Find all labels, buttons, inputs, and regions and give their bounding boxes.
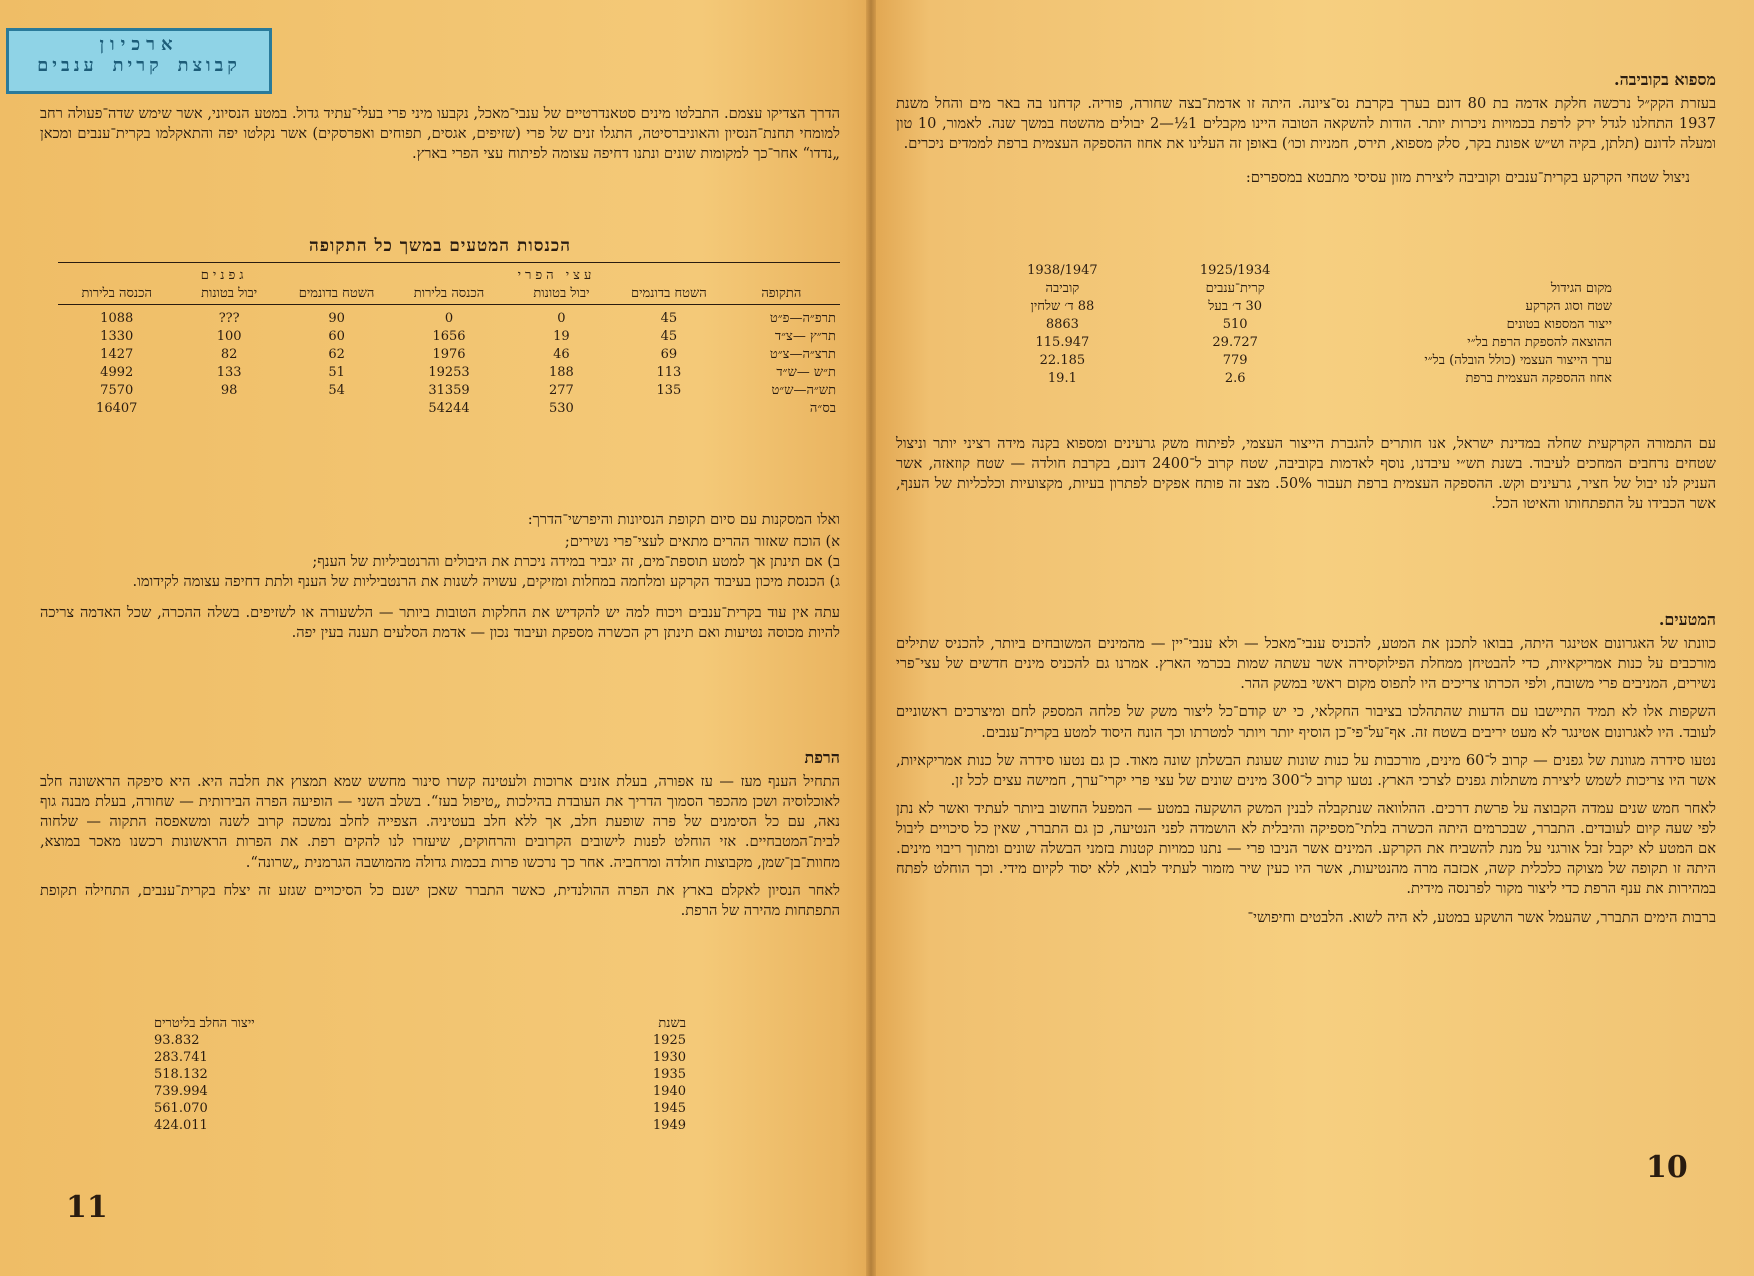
income-table [58, 266, 840, 417]
income-table-row-cell: 82 [220, 346, 238, 362]
milk-col-year: בשנת [658, 1016, 686, 1031]
income-table-row-cell: 7570 [100, 382, 134, 398]
col-period: התקופה [761, 286, 802, 301]
land-col-b-years: 1938/1947 [1027, 263, 1098, 278]
milk-table-row-cell: 739.994 [154, 1084, 208, 1099]
land-table-row [976, 333, 1616, 351]
income-table-row-cell: 60 [328, 328, 345, 344]
land-table-row-cell: שטח וסוג הקרקע [1525, 299, 1612, 314]
milk-table-row [150, 1117, 690, 1134]
milk-table-row-cell: 424.011 [154, 1118, 208, 1133]
income-table-row-cell: 0 [444, 310, 454, 326]
land-table-row-cell: ערך הייצור העצמי (כולל הובלה) בל״י [1424, 353, 1612, 368]
conclusions-intro: ואלו המסקנות עם סיום תקופת הנסיונות והיפרשי־הדרך: [527, 511, 840, 528]
milk-table-row-cell: 283.741 [154, 1050, 208, 1065]
land-table-row-cell: אחוז ההספקה העצמית ברפת [1465, 371, 1612, 386]
income-table-row-cell: 54 [328, 382, 345, 398]
income-table-row-cell: 54244 [428, 400, 470, 416]
land-table-row [976, 369, 1616, 387]
income-table-row-cell: בס״ה [809, 401, 836, 416]
land-table-row-cell: 510 [1222, 316, 1248, 332]
land-table-row-cell: 22.185 [1039, 352, 1086, 368]
milk-table-row [150, 1083, 690, 1100]
left-intro-paragraph: הדרך הצדיקו עצמם. התבלטו מינים סטאנדרטיים של ענבי־מאכל, נקבעו מיני פרי בעלי־עתיד גדול. במטע הנסיוני, אשר שימש שדה־פעולה רחב למומחי תחנת־הנסיון והאוניברסיטה, התגלו זנים של פרי (שזיפים, אגסים, תפוחים ואפרסקים) אשר נקלטו יפה והתאקלמו בקרית־ענבים ומכאן „נדדו“ אחר־כך למקומות שונים ונתנו דחיפה עצומה לפיתוח עצי הפרי בארץ. [40, 105, 840, 163]
income-table-row-cell: 1976 [432, 346, 466, 362]
land-table-row-cell: ייצור המספוא בטונים [1506, 317, 1612, 332]
income-table-row-cell: 69 [660, 346, 678, 362]
book-gutter [866, 0, 876, 1276]
milk-table-row-cell: 1925 [652, 1033, 686, 1048]
income-table-row-cell: 1088 [100, 310, 134, 326]
income-table-row-cell: 31359 [428, 382, 470, 398]
income-table-row-cell: 135 [656, 382, 682, 398]
land-table-row-cell: 88 ד׳ שלחין [1030, 299, 1095, 314]
income-table-row-cell: 100 [216, 328, 242, 344]
income-table-row-cell: ??? [218, 310, 240, 326]
land-table-row [976, 315, 1616, 333]
income-table-row-cell: 46 [553, 346, 570, 362]
income-table-row-cell: 1330 [100, 328, 134, 344]
income-table-row-cell: 1427 [100, 346, 134, 362]
income-table-row-cell: 188 [549, 364, 574, 380]
land-table-row-cell: 30 ד׳ בעל [1208, 299, 1263, 314]
page-number-right: 10 [1646, 1150, 1688, 1185]
page-number-left: 11 [66, 1190, 108, 1225]
col-vine-area: השטח בדונמים [298, 286, 375, 301]
milk-table-row-cell: 561.070 [154, 1101, 208, 1116]
milk-table-row-cell: 518.132 [154, 1067, 208, 1082]
para-now: עתה אין עוד בקרית־ענבים ויכוח למה יש להקדיש את החלקות הטובות ביותר — הלשעורה או לשזיפים. בשלה ההכרה, שכל האדמה צריכה להיות מכוסה נטיעות ואם תינתן רק הכשרה מספקת ועיבוד נכון — אדמת הסלעים תענה בעין יפה. [40, 603, 840, 641]
milk-table-row-cell: 1949 [652, 1118, 686, 1133]
land-col-b-place: קוביבה [1045, 281, 1080, 296]
income-table-rule [58, 262, 840, 263]
left-page [0, 0, 866, 1276]
milk-table-row [150, 1066, 690, 1083]
stamp-line-2: קבוצת קרית ענבים [37, 55, 241, 76]
state-paragraph: עם התמורה הקרקעית שחלה במדינת ישראל, אנו חותרים להגברת הייצור העצמי, לפיתוח משק גרעינים ומספוא בקנה מידה רציני יותר וניצול שטחים נרחבים המחכים לעיבוד. בשנת תש״י עיבדנו, נוסף לאדמות בקוביבה, שטח קרוב ל־2400 דונם, בקרבת חולדה — שטח קוזאזה, אשר העניק לנו יבול של חציר, גרעינים וקש. ההספקה העצמית ברפת תעבור 50%. מצב זה פותח אפקים לפתרון בעיות, מקצועיות וכלכליות של הענף, אשר הכבידו על התפתחותו והאיטו הכל. [896, 435, 1716, 513]
income-table-row-cell [615, 399, 722, 417]
col-fruit-income: הכנסה בלירות [413, 286, 485, 301]
milk-table-row-cell: 1930 [652, 1050, 686, 1065]
conclusion-c: ג) הכנסת מיכון בעיבוד הקרקע ומלחמה במחלות ומזיקים, עשויה לשנות את הרנטביליות של הענף ולתת דחיפה עצומה לקידומו. [132, 573, 840, 591]
milk-table-row [150, 1100, 690, 1117]
orchards-paragraph-1: כוונתו של האגרונום אטינגר היתה, בבואו לתכנן את המטע, להכניס ענבי־מאכל — ולא ענבי־יין — מהמינים המשובחים ביותר, להכניס שתילים מורכבים על כנות אמריקאיות, כדי להבטיחן ממחלת הפילוקסירה אשר עשתה שמות בכרמי הארץ. אמרנו גם להכניס מינים חדשים של עצי־פרי נשירים, המניבים פרי משובח, ולפי הכרתו צריכים היו לתפוס מקום ראשי במשק ההר. [896, 635, 1716, 693]
income-table-row-cell: 19 [553, 328, 570, 344]
income-table-row-cell [283, 399, 390, 417]
milk-table-row [150, 1032, 690, 1049]
dairy-heading: הרפת [804, 748, 840, 767]
income-table-row-cell: 45 [660, 310, 678, 326]
milk-table-row-cell: 1935 [652, 1067, 686, 1082]
income-table-row [58, 363, 840, 381]
group-fruit: עצי הפרי [517, 268, 596, 283]
income-table-row-cell: 45 [660, 328, 678, 344]
income-table-row-cell: ת״ש —ש״ד [776, 365, 836, 380]
income-table-row-cell: תרפ״ה—פ״ט [769, 311, 836, 326]
conclusion-a: א) הוכח שאזור ההרים מתאים לעצי־פרי נשירים; [564, 533, 840, 551]
milk-table-row-cell: 1940 [652, 1084, 686, 1099]
income-table-row-cell: 133 [216, 364, 242, 380]
income-table-row-cell: 277 [549, 382, 574, 398]
milk-col-liters: ייצור החלב בליטרים [154, 1016, 255, 1031]
land-intro: ניצול שטחי הקרקע בקרית־ענבים וקוביבה ליצירת מזון עסיסי מתבטא במספרים: [1245, 169, 1690, 187]
income-table-row-cell: תרצ״ה—צ״ט [769, 347, 836, 362]
land-table-row-cell: ההוצאה להספקת הרפת בל״י [1467, 335, 1612, 350]
orchards-paragraph-2: השקפות אלו לא תמיד התיישבו עם הדעות שהתהלכו בציבור החקלאי, כי יש קודם־כל ליצור משק של פלחה המספק לחם ומיצרכים ראשוניים לעובד. היו לאגרונום אטינגר לא מעט יריבים בשטח זה. אף־על־פי־כן הוסיף יותר ויותר למטרתו וכך הונח היסוד למטע בקרית־ענבים. [896, 703, 1716, 741]
milk-table-row-cell: 93.832 [154, 1033, 200, 1048]
land-table-row-cell: 8863 [1045, 316, 1079, 332]
land-table-wrap [976, 262, 1616, 387]
income-table-row-cell: 113 [656, 364, 682, 380]
land-table [976, 262, 1616, 387]
income-table-row-cell: 16407 [96, 400, 138, 416]
land-col-a-place: קרית־ענבים [1205, 281, 1265, 296]
income-table-row-cell: 530 [549, 400, 574, 416]
income-table-row-cell: 62 [328, 346, 345, 362]
land-col-label: מקום הגידול [1550, 281, 1612, 296]
income-table-row-cell: 51 [328, 364, 345, 380]
archive-stamp [6, 28, 272, 94]
fodder-paragraph: בעזרת הקק״ל נרכשה חלקת אדמה בת 80 דונם בערך בקרבת נס־ציונה. היתה זו אדמת־בצה שחורה, פוריה. קדחנו בה באר מים והחל משנת 1937 התחלנו לגדל ירק לרפת בכמויות ניכרות יותר. הודות להשקאה הטובה היינו מקבלים 1½—2 יבולים מהשטח במשך שנה. לאמור, 10 טון ומעלה לדונם (תלתן, בקיה וש״ש אפונת בקר, סלק מספוא, תירס, חמניות וכו׳) באופן זה העלינו את אחוז ההספקה העצמית ברפת לממדים ניכרים. [896, 95, 1716, 153]
milk-table-wrap [150, 1014, 690, 1134]
land-col-a-years: 1925/1934 [1199, 263, 1271, 278]
income-table-row-cell: 0 [557, 310, 566, 326]
land-table-row-cell: 29.727 [1212, 334, 1258, 350]
col-fruit-yield: יבול בטונות [533, 286, 590, 301]
orchards-heading: המטעים. [1658, 610, 1716, 629]
income-table-row [58, 345, 840, 363]
land-table-row-cell: 779 [1222, 352, 1248, 368]
col-vine-yield: יבול בטונות [201, 286, 258, 301]
col-vine-income: הכנסה בלירות [81, 286, 152, 301]
income-table-row-cell [175, 399, 282, 417]
milk-table-row [150, 1049, 690, 1066]
land-table-row [976, 297, 1616, 315]
land-table-row-cell: 115.947 [1035, 334, 1090, 350]
income-table-row-cell: 98 [220, 382, 238, 398]
col-fruit-area: השטח בדונמים [631, 286, 707, 301]
orchards-paragraph-3: נטעו סידרה מגוונת של גפנים — קרוב ל־60 מינים, מורכבות על כנות שונות שעונת הבשלתן שונה מאוד. כן גם נטעו סידרה של כנות אמריקאיות, אשר היו צריכות לשמש ליצירת משתלות גפנים לצרכי הארץ. נטעו קרוב ל־300 מינים שונים של עצי פרי יקרי־ערך, חמישה עצים לכל זן. [896, 751, 1716, 789]
milk-table-row-cell: 1945 [652, 1101, 686, 1116]
right-page [876, 0, 1754, 1276]
income-table-row-cell: 90 [328, 310, 345, 326]
conclusion-b: ב) אם תינתן אך למטע תוספת־מים, זה יגביר במידה ניכרת את היבולים והרנטביליות של הענף; [312, 553, 840, 571]
income-table-row-cell: 4992 [100, 364, 134, 380]
income-table-row-cell: תש״ה—ש״ט [771, 383, 836, 398]
income-table-row-cell: תר״ץ —צ״ד [774, 329, 836, 344]
income-table-row [58, 327, 840, 345]
orchards-paragraph-5: ברבות הימים התברר, שהעמל אשר הושקע במטע, לא היה לשוא. הלבטים וחיפושי־ [1247, 908, 1716, 926]
land-table-row [976, 351, 1616, 369]
land-table-row-cell: 2.6 [1224, 370, 1246, 386]
orchards-paragraph-4: לאחר חמש שנים עמדה הקבוצה על פרשת דרכים. ההלוואה שנתקבלה לבנין המשק הושקעה במטע — המפעל החשוב ביותר לעתיד ואשר לא נתן לפי שעה קיום לעובדים. התברר, שבכרמים היתה הכשרה בלתי־מספיקה והיבלית לא הושמדה לפני הנטיעה, כן גם התברר, שאין כל סיכויים ליבול אם המטע לא יקבל זבל אורגני על מנת להשביח את הקרקע. המינים אשר הניבו פרי — נתנו כמויות קטנות בזמני הבשלה שונים ומתוך ריבוי מינים. היתה זו תקופה של מצוקה כלכלית קשה, אכזבה מרה מהנטיעות, אשר היו כעין שיר מזמור לעתיד לבוא, ללא יסוד לקיום מידי. וכך הוחלט לפתח במהירות את ענף הרפת כדי ליצור מקור לפרנסה מידית. [896, 799, 1716, 898]
dairy-paragraph-1: התחיל הענף מעז — עז אפורה, בעלת אזנים ארוכות ולעטינה קשרו סינור מחשש שמא תמצוץ את חלבה היא. היא סיפקה הראשונה חלב לאוכלוסיה ושכן מהכפר הסמוך הדריך את העובדת בהילכות „טיפול בעז“. בשלב השני — הופיעה הפרה הבירותית — שחורה, בעלת מבנה גוף נאה, עם כל הסימנים של פרה שופעת חלב, אך ללא חלב בעטיניה. הצפייה לחלב נמשכה קרוב לשנה ומשאפסה התקוה — שלחוה לבית־המטבחיים. אזי הוחלט לפנות לישובים הקרובים והרחוקים, שיעזרו לנו להקים רפת. את הפרות הראשונות רכשנו מאכר במוצא, מחוות־בן־שמן, מקבוצות חולדה ומרחביה. אחר כך נרכשו פרות בכמות גדולה מהמושבה הגרמנית „שרונה“. [40, 773, 840, 871]
land-table-row-cell: 19.1 [1047, 370, 1077, 386]
milk-table [150, 1014, 690, 1134]
fodder-heading: מספוא בקוביבה. [1614, 70, 1716, 89]
income-table-row [58, 399, 840, 417]
income-table-wrap [58, 266, 840, 417]
dairy-paragraph-2: לאחר הנסיון לאקלם בארץ את הפרה ההולנדית, כאשר התברר שאכן ישנם כל הסיכויים שגזע זה יצלח בקרית־ענבים, התחילה תקופת התפתחות מהירה של הרפת. [40, 881, 840, 919]
income-table-title: הכנסות המטעים במשך כל התקופה [308, 236, 572, 256]
income-table-row-cell: 1656 [432, 328, 466, 344]
income-table-row [58, 381, 840, 399]
stamp-line-1: ארכיון [99, 34, 179, 55]
group-vines: גפנים [200, 268, 248, 283]
income-table-row-cell: 19253 [428, 364, 470, 380]
income-table-row [58, 309, 840, 327]
